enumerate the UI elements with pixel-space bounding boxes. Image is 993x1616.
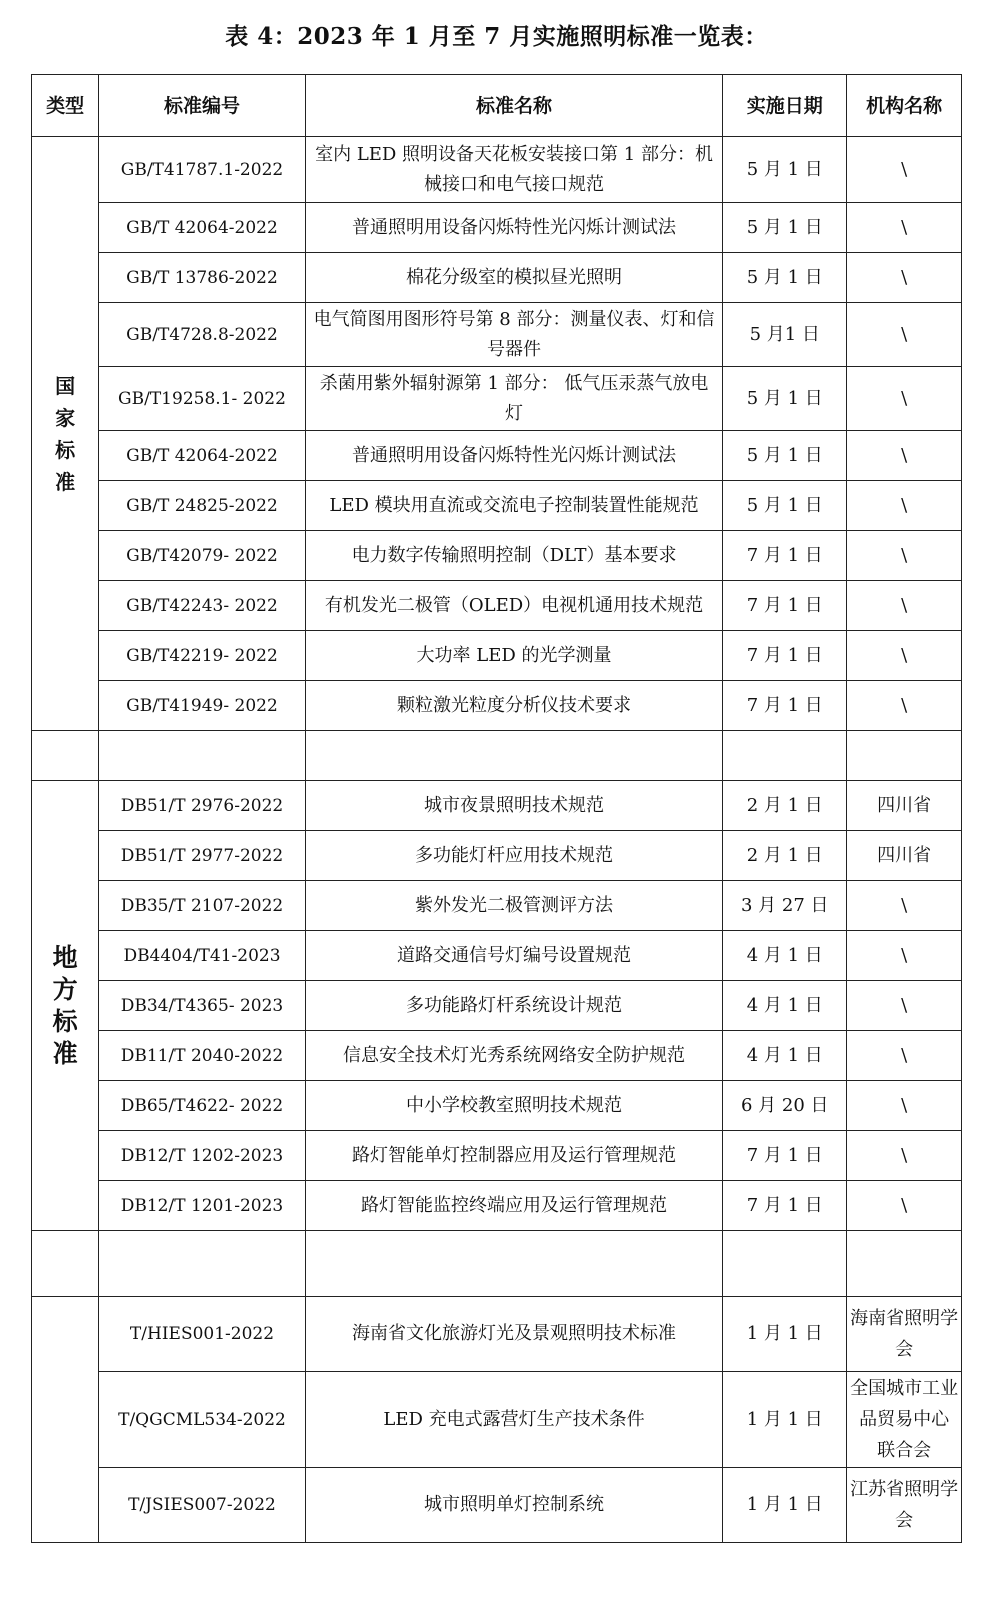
standard-name: 电力数字传输照明控制（DLT）基本要求	[305, 531, 722, 581]
empty-cell	[305, 731, 722, 781]
table-row	[32, 831, 962, 881]
header-org: 机构名称	[847, 75, 962, 137]
org-name: 全国城市工业品贸易中心 联合会	[847, 1372, 962, 1468]
standard-code: GB/T42243- 2022	[99, 581, 306, 631]
table-row	[32, 581, 962, 631]
effective-date: 7 月 1 日	[723, 1181, 847, 1231]
page-title: 表 4：2023 年 1 月至 7 月实施照明标准一览表：	[225, 23, 768, 50]
standard-name: 多功能灯杆应用技术规范	[305, 831, 722, 881]
standard-code: GB/T41949- 2022	[99, 681, 306, 731]
standard-name: 颗粒激光粒度分析仪技术要求	[305, 681, 722, 731]
org-name: \	[847, 253, 962, 303]
org-name: \	[847, 1131, 962, 1181]
org-name: \	[847, 367, 962, 431]
table-row	[32, 481, 962, 531]
standard-name: LED 充电式露营灯生产技术条件	[305, 1372, 722, 1468]
standard-name: 普通照明用设备闪烁特性光闪烁计测试法	[305, 431, 722, 481]
effective-date: 4 月 1 日	[723, 981, 847, 1031]
effective-date: 5 月1 日	[723, 303, 847, 367]
standard-name: 有机发光二极管（OLED）电视机通用技术规范	[305, 581, 722, 631]
table-row	[32, 531, 962, 581]
effective-date: 7 月 1 日	[723, 581, 847, 631]
table-row	[32, 253, 962, 303]
effective-date: 4 月 1 日	[723, 931, 847, 981]
empty-cell	[99, 731, 306, 781]
effective-date: 7 月 1 日	[723, 681, 847, 731]
standard-name: 室内 LED 照明设备天花板安装接口第 1 部分：机械接口和电气接口规范	[305, 137, 722, 203]
standard-code: DB12/T 1201-2023	[99, 1181, 306, 1231]
effective-date: 5 月 1 日	[723, 137, 847, 203]
standard-code: GB/T19258.1- 2022	[99, 367, 306, 431]
header-date: 实施日期	[723, 75, 847, 137]
table-row	[32, 203, 962, 253]
table-row	[32, 881, 962, 931]
org-name: \	[847, 481, 962, 531]
org-name: \	[847, 931, 962, 981]
org-name: \	[847, 1081, 962, 1131]
table-row	[32, 1181, 962, 1231]
standard-code: T/JSIES007-2022	[99, 1468, 306, 1543]
org-name: \	[847, 581, 962, 631]
header-type: 类型	[32, 75, 99, 137]
standard-code: DB4404/T41-2023	[99, 931, 306, 981]
standard-code: GB/T42079- 2022	[99, 531, 306, 581]
org-name: \	[847, 881, 962, 931]
org-name: 江苏省照明学会	[847, 1468, 962, 1543]
standard-code: DB11/T 2040-2022	[99, 1031, 306, 1081]
table-row	[32, 1468, 962, 1543]
standard-code: DB51/T 2977-2022	[99, 831, 306, 881]
standard-name: LED 模块用直流或交流电子控制装置性能规范	[305, 481, 722, 531]
effective-date: 5 月 1 日	[723, 431, 847, 481]
empty-cell	[847, 731, 962, 781]
group-type-national: 国家标准	[32, 137, 99, 731]
org-name: \	[847, 303, 962, 367]
standard-code: GB/T42219- 2022	[99, 631, 306, 681]
table-row	[32, 1081, 962, 1131]
table-row	[32, 1372, 962, 1468]
effective-date: 1 月 1 日	[723, 1372, 847, 1468]
effective-date: 1 月 1 日	[723, 1468, 847, 1543]
table-row	[32, 931, 962, 981]
standard-code: DB65/T4622- 2022	[99, 1081, 306, 1131]
effective-date: 1 月 1 日	[723, 1297, 847, 1372]
table-row	[32, 431, 962, 481]
org-name: \	[847, 1031, 962, 1081]
table-row	[32, 1131, 962, 1181]
empty-cell	[305, 1231, 722, 1297]
table-row	[32, 367, 962, 431]
org-name: \	[847, 681, 962, 731]
effective-date: 5 月 1 日	[723, 253, 847, 303]
standard-code: T/QGCML534-2022	[99, 1372, 306, 1468]
effective-date: 2 月 1 日	[723, 781, 847, 831]
standard-code: DB34/T4365- 2023	[99, 981, 306, 1031]
standard-name: 路灯智能单灯控制器应用及运行管理规范	[305, 1131, 722, 1181]
standard-name: 杀菌用紫外辐射源第 1 部分： 低气压汞蒸气放电灯	[305, 367, 722, 431]
org-name: \	[847, 631, 962, 681]
table-row	[32, 781, 962, 831]
empty-cell	[847, 1231, 962, 1297]
group-type-association	[32, 1297, 99, 1543]
effective-date: 5 月 1 日	[723, 203, 847, 253]
org-name: 四川省	[847, 831, 962, 881]
org-name: \	[847, 981, 962, 1031]
org-name: \	[847, 531, 962, 581]
table-row	[32, 1031, 962, 1081]
standard-code: GB/T41787.1-2022	[99, 137, 306, 203]
empty-row	[32, 731, 962, 781]
empty-cell	[32, 1231, 99, 1297]
effective-date: 5 月 1 日	[723, 367, 847, 431]
standard-name: 道路交通信号灯编号设置规范	[305, 931, 722, 981]
standard-name: 大功率 LED 的光学测量	[305, 631, 722, 681]
org-name: \	[847, 431, 962, 481]
empty-cell	[32, 731, 99, 781]
table-row	[32, 1297, 962, 1372]
effective-date: 6 月 20 日	[723, 1081, 847, 1131]
table-row	[32, 981, 962, 1031]
empty-cell	[723, 1231, 847, 1297]
standard-name: 海南省文化旅游灯光及景观照明技术标准	[305, 1297, 722, 1372]
empty-cell	[99, 1231, 306, 1297]
header-code: 标准编号	[99, 75, 306, 137]
standard-name: 多功能路灯杆系统设计规范	[305, 981, 722, 1031]
standard-code: DB12/T 1202-2023	[99, 1131, 306, 1181]
effective-date: 4 月 1 日	[723, 1031, 847, 1081]
table-row	[32, 681, 962, 731]
group-type-local: 地方标准	[32, 781, 99, 1231]
table-row	[32, 137, 962, 203]
standard-name: 城市照明单灯控制系统	[305, 1468, 722, 1543]
org-name: 海南省照明学会	[847, 1297, 962, 1372]
standard-name: 路灯智能监控终端应用及运行管理规范	[305, 1181, 722, 1231]
standard-code: DB51/T 2976-2022	[99, 781, 306, 831]
effective-date: 7 月 1 日	[723, 1131, 847, 1181]
empty-row	[32, 1231, 962, 1297]
standard-name: 普通照明用设备闪烁特性光闪烁计测试法	[305, 203, 722, 253]
effective-date: 7 月 1 日	[723, 631, 847, 681]
standard-code: GB/T 24825-2022	[99, 481, 306, 531]
effective-date: 2 月 1 日	[723, 831, 847, 881]
org-name: 四川省	[847, 781, 962, 831]
standard-name: 中小学校教室照明技术规范	[305, 1081, 722, 1131]
standard-name: 电气简图用图形符号第 8 部分：测量仪表、灯和信号器件	[305, 303, 722, 367]
table-row	[32, 303, 962, 367]
empty-cell	[723, 731, 847, 781]
effective-date: 3 月 27 日	[723, 881, 847, 931]
standard-code: GB/T 42064-2022	[99, 203, 306, 253]
org-name: \	[847, 137, 962, 203]
standard-name: 信息安全技术灯光秀系统网络安全防护规范	[305, 1031, 722, 1081]
standard-code: GB/T4728.8-2022	[99, 303, 306, 367]
standard-name: 紫外发光二极管测评方法	[305, 881, 722, 931]
effective-date: 7 月 1 日	[723, 531, 847, 581]
standard-code: GB/T 42064-2022	[99, 431, 306, 481]
header-row	[32, 75, 962, 137]
header-name: 标准名称	[305, 75, 722, 137]
standard-code: GB/T 13786-2022	[99, 253, 306, 303]
org-name: \	[847, 203, 962, 253]
table-row	[32, 631, 962, 681]
standards-table	[31, 74, 962, 1543]
standard-code: DB35/T 2107-2022	[99, 881, 306, 931]
standard-code: T/HIES001-2022	[99, 1297, 306, 1372]
effective-date: 5 月 1 日	[723, 481, 847, 531]
standard-name: 城市夜景照明技术规范	[305, 781, 722, 831]
standard-name: 棉花分级室的模拟昼光照明	[305, 253, 722, 303]
org-name: \	[847, 1181, 962, 1231]
